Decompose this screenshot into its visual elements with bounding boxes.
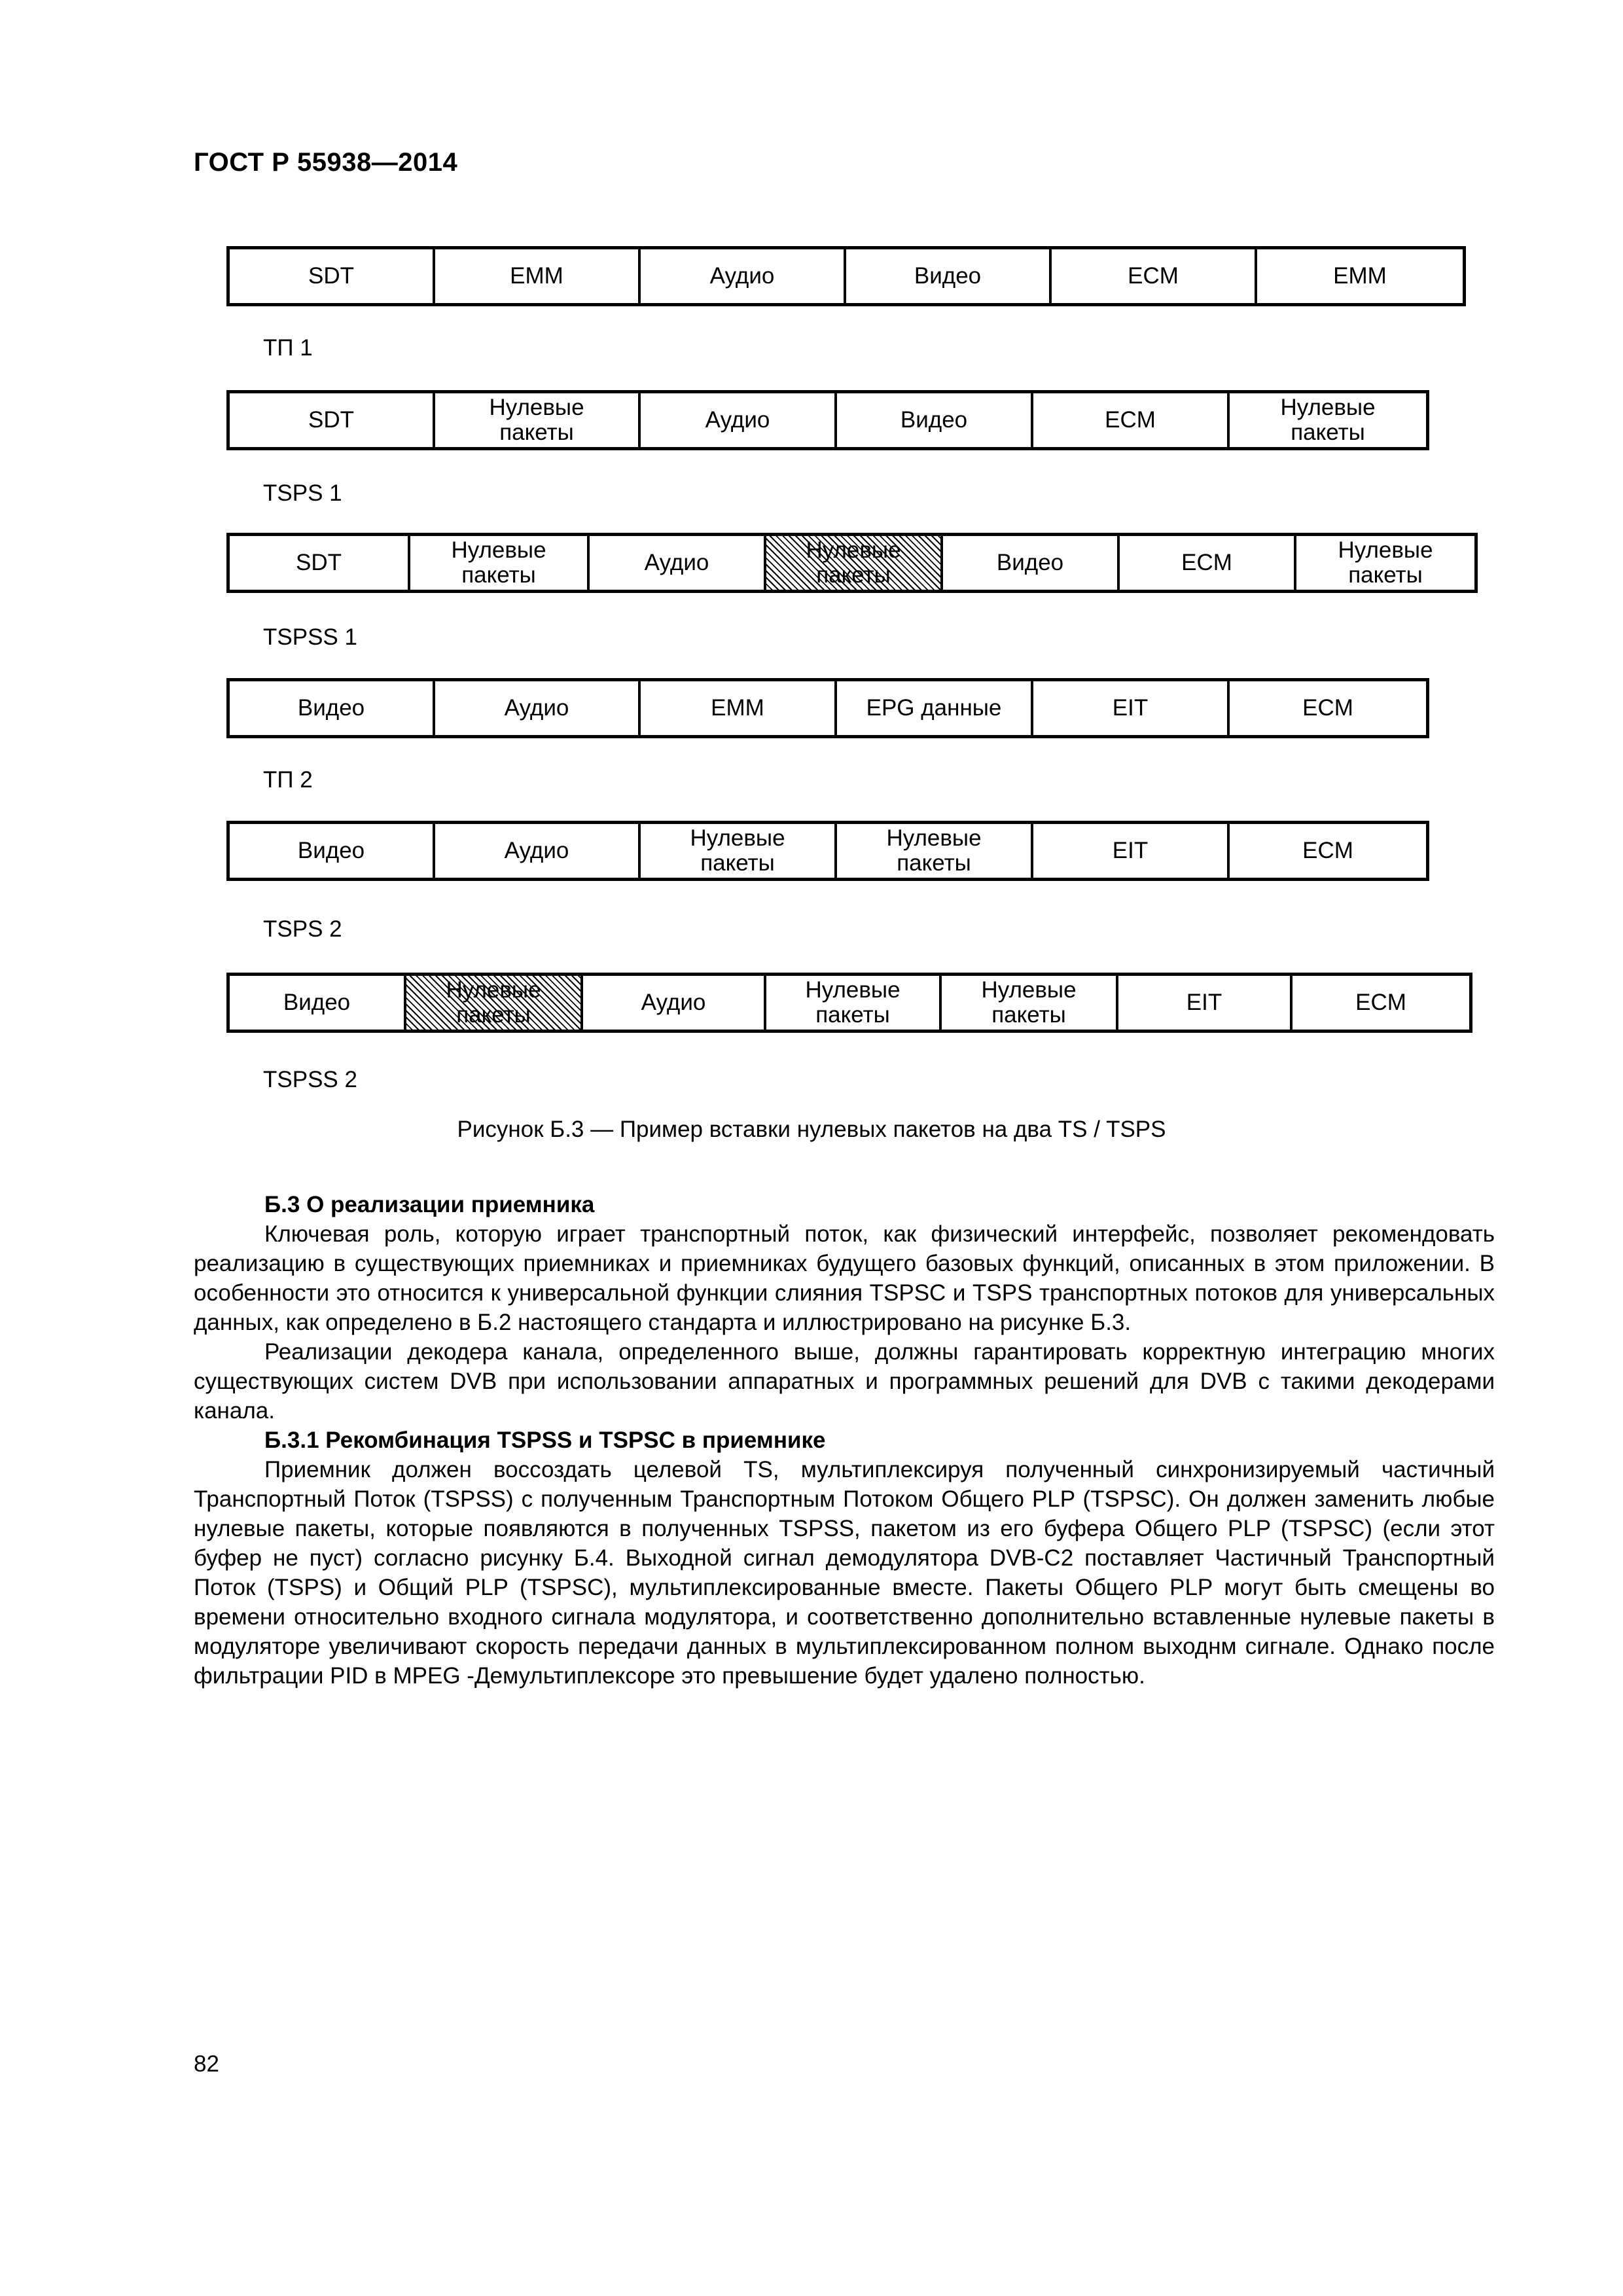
packet-cell-label: Аудио xyxy=(644,550,709,575)
packet-cell xyxy=(410,536,590,590)
packet-cell xyxy=(230,976,406,1030)
packet-cell xyxy=(1033,681,1230,735)
packet-cell-label: ECM xyxy=(1302,695,1353,721)
packet-row xyxy=(226,973,1472,1033)
packet-cell xyxy=(1033,824,1230,878)
packet-cell xyxy=(641,249,846,303)
figure-caption: Рисунок Б.3 — Пример вставки нулевых пакетов на два TS / TSPS xyxy=(457,1117,1166,1142)
packet-cell-label: Видео xyxy=(900,407,968,433)
packet-cell xyxy=(1257,249,1463,303)
packet-cell xyxy=(766,976,942,1030)
packet-cell-label: EMM xyxy=(711,695,764,721)
page-number: 82 xyxy=(194,2051,219,2077)
packet-cell xyxy=(1296,536,1474,590)
packet-cell-label: Нулевые пакеты xyxy=(806,537,901,588)
packet-cell xyxy=(1293,976,1469,1030)
packet-cell-label: Нулевые пакеты xyxy=(981,977,1077,1028)
packet-cell-label: Видео xyxy=(996,550,1064,575)
section-b31-title: Б.3.1 Рекомбинация TSPSS и TSPSC в приемнике xyxy=(264,1427,826,1453)
section-b3-title: Б.3 О реализации приемника xyxy=(264,1192,595,1217)
packet-cell-label: Нулевые пакеты xyxy=(446,977,541,1028)
packet-cell-label: Нулевые пакеты xyxy=(451,537,546,588)
packet-cell xyxy=(641,824,837,878)
packet-cell xyxy=(1230,824,1426,878)
packet-cell-label: Нулевые пакеты xyxy=(805,977,901,1028)
packet-cell xyxy=(435,393,641,447)
row-label: TSPS 2 xyxy=(263,916,342,942)
row-label: TSPSS 1 xyxy=(263,624,357,650)
paragraph-3: Приемник должен воссоздать целевой TS, мультиплексируя полученный синхронизируемый частичный Транспортный Поток (TSPSS) с полученным Транспортным Потоком Общего PLP (TSPSC). Он должен заменить любые нулевые пакеты, которые появляются в полученных TSPSS, пакетом из его буфера Общего PLP (TSPSC) (если этот буфер не пуст) согласно рисунку Б.4. Выходной сигнал демодулятора DVB-C2 поставляет Частичный Транспортный Поток (TSPS) и Общий PLP (TSPSC), мультиплексированные вместе. Пакеты Общего PLP могут быть смещены во времени относительно входного сигнала модулятора, и соответственно дополнительно вставленные нулевые пакеты в модуляторе увеличивают скорость передачи данных в мультиплексированном полном выходнм сигнале. Однако после фильтрации PID в MPEG -Демультиплексоре это превышение будет удалено полностью. xyxy=(194,1457,1495,1689)
packet-cell xyxy=(1230,681,1426,735)
packet-row xyxy=(226,821,1429,881)
packet-cell-label: ECM xyxy=(1302,838,1353,863)
packet-cell-hatched xyxy=(406,976,583,1030)
packet-cell xyxy=(230,824,435,878)
packet-cell xyxy=(641,393,837,447)
packet-cell xyxy=(1230,393,1426,447)
packet-cell-label: EMM xyxy=(510,263,563,289)
packet-cell-label: Нулевые пакеты xyxy=(489,395,584,445)
packet-cell-label: ECM xyxy=(1128,263,1179,289)
packet-cell xyxy=(1118,976,1293,1030)
packet-cell-label: Нулевые пакеты xyxy=(1338,537,1433,588)
packet-cell xyxy=(837,824,1033,878)
packet-row xyxy=(226,533,1478,593)
body-section xyxy=(194,1190,1495,1691)
packet-cell-label: SDT xyxy=(308,263,354,289)
packet-cell xyxy=(837,393,1033,447)
packet-cell-label: EIT xyxy=(1112,838,1149,863)
packet-cell-label: Нулевые пакеты xyxy=(690,825,785,876)
paragraph-2: Реализации декодера канала, определенного выше, должны гарантировать корректную интеграцию многих существующих систем DVB при использовании аппаратных и программных решений для DVB с такими декодерами канала. xyxy=(194,1339,1495,1424)
packet-cell xyxy=(230,536,410,590)
packet-cell xyxy=(435,681,641,735)
packet-cell-label: Аудио xyxy=(705,407,770,433)
packet-cell xyxy=(942,976,1118,1030)
packet-cell-label: EMM xyxy=(1333,263,1387,289)
packet-cell-label: Видео xyxy=(297,695,365,721)
packet-cell-label: Нулевые пакеты xyxy=(1280,395,1376,445)
row-label: TSPSS 2 xyxy=(263,1067,357,1092)
packet-cell-label: ECM xyxy=(1181,550,1232,575)
packet-cell-label: Видео xyxy=(283,990,351,1015)
packet-cell-label: Аудио xyxy=(504,695,569,721)
packet-cell-label: EPG данные xyxy=(866,695,1002,721)
packet-cell-label: Аудио xyxy=(504,838,569,863)
packet-cell-label: Видео xyxy=(914,263,982,289)
packet-cell xyxy=(435,249,641,303)
packet-cell xyxy=(846,249,1052,303)
packet-row xyxy=(226,246,1466,306)
row-label: TSPS 1 xyxy=(263,480,342,506)
row-label: ТП 1 xyxy=(263,335,313,361)
packet-cell xyxy=(590,536,766,590)
packet-cell xyxy=(837,681,1033,735)
packet-cell xyxy=(230,249,435,303)
packet-cell-hatched xyxy=(766,536,943,590)
packet-row xyxy=(226,390,1429,450)
packet-cell-label: Аудио xyxy=(641,990,706,1015)
packet-cell-label: EIT xyxy=(1112,695,1149,721)
packet-cell xyxy=(943,536,1120,590)
packet-cell-label: SDT xyxy=(296,550,342,575)
packet-cell xyxy=(1120,536,1296,590)
paragraph-1: Ключевая роль, которую играет транспортный поток, как физический интерфейс, позволяет рекомендовать реализацию в существующих приемниках и приемниках будущего базовых функций, описанных в этом приложении. В особенности это относится к универсальной функции слияния TSPSC и TSPS транспортных потоков для универсальных данных, как определено в Б.2 настоящего стандарта и иллюстрировано на рисунке Б.3. xyxy=(194,1221,1495,1335)
packet-cell-label: ECM xyxy=(1105,407,1156,433)
packet-cell xyxy=(230,681,435,735)
row-label: ТП 2 xyxy=(263,767,313,793)
packet-cell xyxy=(583,976,766,1030)
packet-row xyxy=(226,678,1429,738)
packet-cell xyxy=(435,824,641,878)
packet-cell xyxy=(1033,393,1230,447)
packet-cell-label: SDT xyxy=(308,407,354,433)
packet-cell-label: Нулевые пакеты xyxy=(886,825,982,876)
packet-cell-label: Видео xyxy=(297,838,365,863)
document-header: ГОСТ Р 55938—2014 xyxy=(194,148,458,177)
packet-cell xyxy=(230,393,435,447)
packet-cell-label: EIT xyxy=(1186,990,1222,1015)
packet-cell-label: ECM xyxy=(1355,990,1406,1015)
packet-cell xyxy=(1052,249,1257,303)
packet-cell xyxy=(641,681,837,735)
packet-cell-label: Аудио xyxy=(709,263,775,289)
